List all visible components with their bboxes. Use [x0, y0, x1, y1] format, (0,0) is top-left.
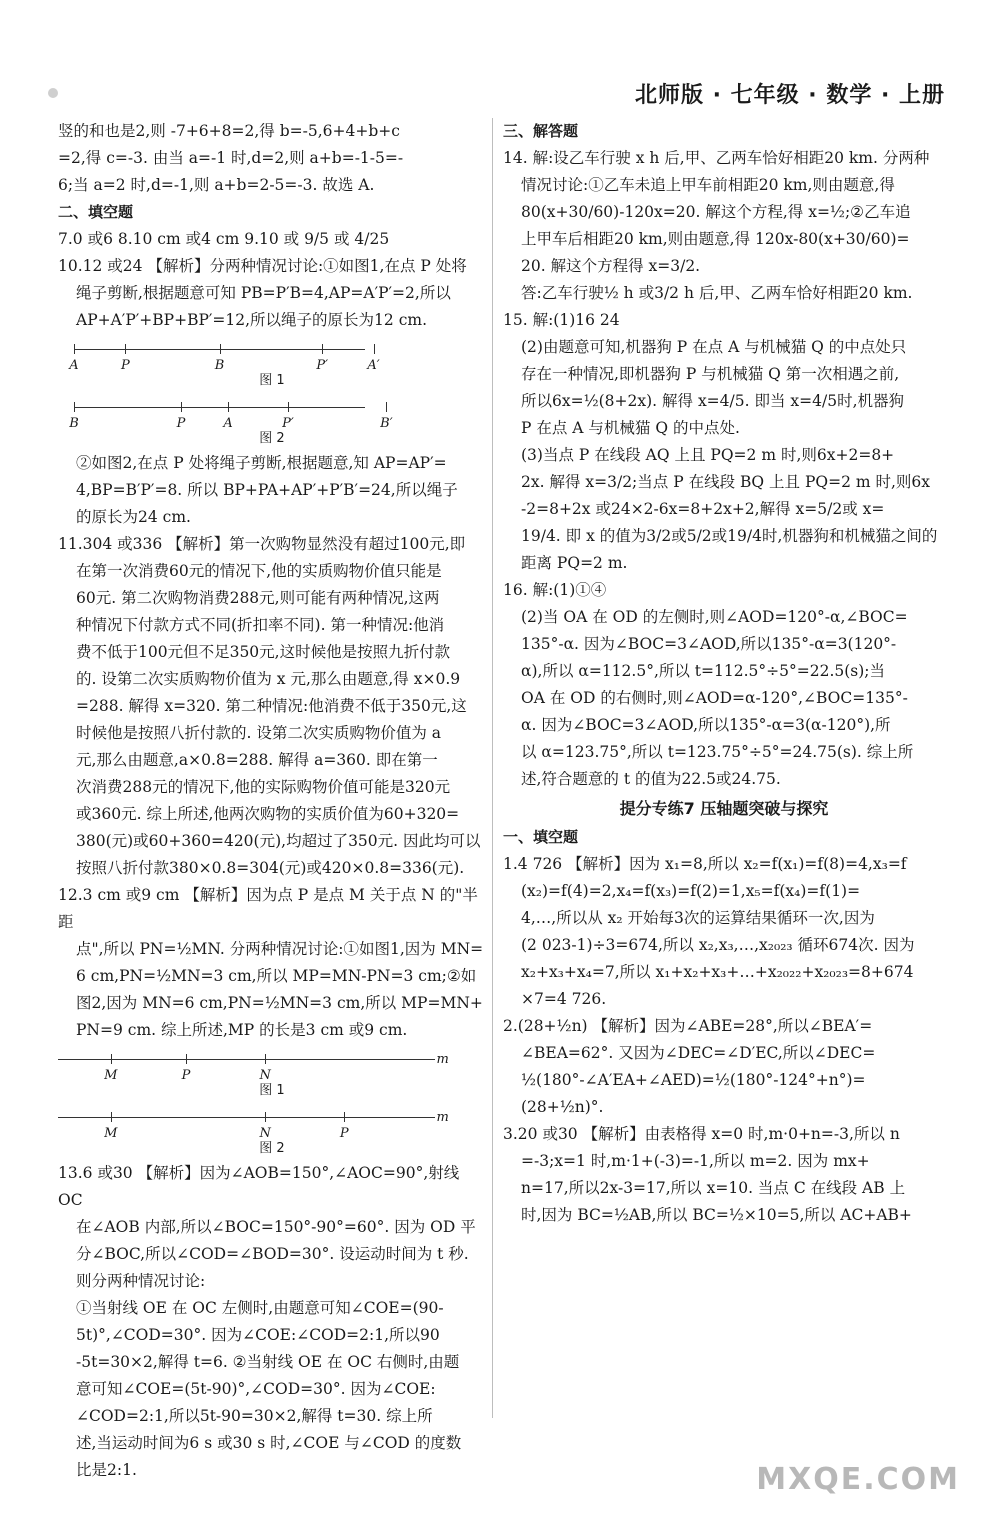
text-line: 存在一种情况,即机器狗 P 与机械猫 Q 第一次相遇之前,: [521, 365, 900, 383]
text-line: 竖的和也是2,则 -7+6+8=2,得 b=-5,6+4+b+c: [58, 122, 400, 140]
text-line: 5t)°,∠COD=30°. 因为∠COE:∠COD=2:1,所以90: [76, 1326, 440, 1344]
text-line: 距离 PQ=2 m.: [521, 554, 628, 572]
text-line: 述,当运动时间为6 s 或30 s 时,∠COE 与∠COD 的度数: [76, 1434, 462, 1452]
point-label: N: [259, 1126, 271, 1141]
segment-figure: [58, 1108, 486, 1141]
text-line: 情况讨论:①乙车未追上甲车前相距20 km,则由题意,得: [521, 176, 895, 194]
text-line: n=17,所以2x-3=17,所以 x=10. 当点 C 在线段 AB 上: [521, 1179, 906, 1197]
segment-line: [58, 1117, 435, 1118]
text-line: 在第一次消费60元的情况下,他的实质购物价值只能是: [76, 562, 442, 580]
text-line: 60元. 第二次购物消费288元,则可能有两种情况,这两: [76, 589, 440, 607]
text-line: 种情况下付款方式不同(折扣率不同). 第一种情况:他消: [76, 616, 445, 634]
text-line: 13.6 或30 【解析】因为∠AOB=150°,∠AOC=90°,射线 OC: [58, 1164, 460, 1209]
figure-caption: 图 1: [259, 1083, 285, 1098]
text-line: 分∠BOC,所以∠COD=∠BOD=30°. 设运动时间为 t 秒.: [76, 1245, 469, 1263]
text-line: 10.12 或24 【解析】分两种情况讨论:①如图1,在点 P 处将: [58, 257, 467, 275]
text-line: 2x. 解得 x=3/2;当点 P 在线段 BQ 上且 PQ=2 m 时,则6x: [521, 473, 931, 491]
text-line: x₂+x₃+x₄=7,所以 x₁+x₂+x₃+…+x₂₀₂₂+x₂₀₂₃=8+674: [521, 963, 914, 981]
text-line: ×7=4 726.: [521, 990, 607, 1008]
text-line: AP+A′P′+BP+BP′=12,所以绳子的原长为12 cm.: [76, 311, 427, 329]
text-line: 4,…,所以从 x₂ 开始每3次的运算结果循环一次,因为: [521, 909, 875, 927]
text-line: =-3;x=1 时,m·1+(-3)=-1,所以 m=2. 因为 mx+: [521, 1152, 870, 1170]
section-heading: 二、填空题: [58, 203, 134, 221]
text-line: 6 cm,PN=½MN=3 cm,所以 MP=MN-PN=3 cm;②如: [76, 967, 477, 985]
text-line: 380(元)或60+360=420(元),均超过了350元. 因此均可以: [76, 832, 481, 850]
right-column: [503, 118, 945, 1229]
text-line: 11.304 或336 【解析】第一次购物显然没有超过100元,即: [58, 535, 466, 553]
figure-caption: 图 2: [259, 431, 285, 446]
point-label: A: [69, 358, 79, 373]
text-line: 时候他是按照八折付款的. 设第二次实质购物价值为 a: [76, 724, 442, 742]
text-line: 在∠AOB 内部,所以∠BOC=150°-90°=60°. 因为 OD 平: [76, 1218, 476, 1236]
text-line: 6;当 a=2 时,d=-1,则 a+b=2-5=-3. 故选 A.: [58, 176, 375, 194]
point-label: m: [436, 1052, 449, 1067]
point-label: B: [69, 416, 79, 431]
point-label: P′: [282, 416, 294, 431]
text-line: 则分两种情况讨论:: [76, 1272, 206, 1290]
text-line: 元,那么由题意,a×0.8=288. 解得 a=360. 即在第一: [76, 751, 438, 769]
text-line: 绳子剪断,根据题意可知 PB=P′B=4,AP=A′P′=2,所以: [76, 284, 451, 302]
point-label: M: [104, 1126, 118, 1141]
text-line: 19/4. 即 x 的值为3/2或5/2或19/4时,机器狗和机械猫之间的: [521, 527, 938, 545]
text-line: PN=9 cm. 综上所述,MP 的长是3 cm 或9 cm.: [76, 1021, 408, 1039]
column-divider: [492, 118, 493, 1418]
book-header: 北师版 · 七年级 · 数学 · 上册: [634, 83, 945, 108]
segment-figure: [58, 398, 486, 431]
point-label: B: [214, 358, 225, 373]
text-line: 按照八折付款380×0.8=304(元)或420×0.8=336(元).: [76, 859, 465, 877]
text-line: 3.20 或30 【解析】由表格得 x=0 时,m·0+n=-3,所以 n: [503, 1125, 900, 1143]
point-label: A: [223, 416, 233, 431]
point-label: P: [181, 1068, 191, 1083]
point-label: M: [104, 1068, 118, 1083]
section-heading: 提分专练7 压轴题突破与探究: [619, 799, 829, 818]
text-line: ∠COD=2:1,所以5t-90=30×2,解得 t=30. 综上所: [76, 1407, 433, 1425]
text-line: 7.0 或6 8.10 cm 或4 cm 9.10 或 9/5 或 4/25: [58, 230, 390, 248]
text-line: ½(180°-∠A′EA+∠AED)=½(180°-124°+n°)=: [521, 1071, 866, 1089]
text-line: 所以6x=½(8+2x). 解得 x=4/5. 即当 x=4/5时,机器狗: [521, 392, 904, 410]
text-line: (3)当点 P 在线段 AQ 上且 PQ=2 m 时,则6x+2=8+: [521, 446, 895, 464]
text-line: α),所以 α=112.5°,所以 t=112.5°÷5°=22.5(s);当: [521, 662, 886, 680]
segment-line: [74, 407, 365, 408]
page-corner-dot: [48, 88, 58, 98]
text-line: (x₂)=f(4)=2,x₄=f(x₃)=f(2)=1,x₅=f(x₄)=f(1)=: [521, 882, 861, 900]
point-label: P: [176, 416, 186, 431]
text-line: 或360元. 综上所述,他两次购物的实质价值为60+320=: [76, 805, 460, 823]
text-line: 次消费288元的情况下,他的实际购物价值可能是320元: [76, 778, 451, 796]
text-line: 以 α=123.75°,所以 t=123.75°÷5°=24.75(s). 综上所: [521, 743, 914, 761]
point-label: B′: [380, 416, 393, 431]
text-line: (28+½n)°.: [521, 1098, 604, 1116]
segment-figure: [58, 1050, 486, 1083]
text-line: 135°-α. 因为∠BOC=3∠AOD,所以135°-α=3(120°-: [521, 635, 897, 653]
left-column: [58, 118, 486, 1484]
text-line: 述,符合题意的 t 的值为22.5或24.75.: [521, 770, 781, 788]
text-line: OA 在 OD 的右侧时,则∠AOD=α-120°,∠BOC=135°-: [521, 689, 908, 707]
text-line: -5t=30×2,解得 t=6. ②当射线 OE 在 OC 右侧时,由题: [76, 1353, 460, 1371]
text-line: ①当射线 OE 在 OC 左侧时,由题意可知∠COE=(90-: [76, 1299, 444, 1317]
figure-caption: 图 2: [259, 1141, 285, 1156]
text-line: 点",所以 PN=½MN. 分两种情况讨论:①如图1,因为 MN=: [76, 940, 484, 958]
section-heading: 三、解答题: [503, 122, 579, 140]
text-line: 意可知∠COE=(5t-90)°,∠COD=30°. 因为∠COE:: [76, 1380, 436, 1398]
text-line: -2=8+2x 或24×2-6x=8+2x+2,解得 x=5/2或 x=: [521, 500, 885, 518]
point-label: P: [339, 1126, 349, 1141]
point-label: P′: [316, 358, 329, 373]
text-line: 14. 解:设乙车行驶 x h 后,甲、乙两车恰好相距20 km. 分两种: [503, 149, 930, 167]
text-line: (2)由题意可知,机器狗 P 在点 A 与机械猫 Q 的中点处只: [521, 338, 907, 356]
text-line: =288. 解得 x=320. 第二种情况:他消费不低于350元,这: [76, 697, 467, 715]
text-line: =2,得 c=-3. 由当 a=-1 时,d=2,则 a+b=-1-5=-: [58, 149, 404, 167]
text-line: ∠BEA=62°. 又因为∠DEC=∠D′EC,所以∠DEC=: [521, 1044, 876, 1062]
text-line: 费不低于100元但不足350元,这时候他是按照九折付款: [76, 643, 451, 661]
text-line: 16. 解:(1)①④: [503, 581, 607, 599]
point-label: P: [120, 358, 130, 373]
text-line: 上甲车后相距20 km,则由题意,得 120x-80(x+30/60)=: [521, 230, 910, 248]
text-line: 时,因为 BC=½AB,所以 BC=½×10=5,所以 AC+AB+: [521, 1206, 912, 1224]
text-line: α. 因为∠BOC=3∠AOD,所以135°-α=3(α-120°),所: [521, 716, 891, 734]
text-line: ②如图2,在点 P 处将绳子剪断,根据题意,知 AP=AP′=: [76, 454, 447, 472]
text-line: 的. 设第二次实质购物价值为 x 元,那么由题意,得 x×0.9: [76, 670, 461, 688]
watermark: MXQE.COM: [756, 1462, 960, 1497]
text-line: 答:乙车行驶½ h 或3/2 h 后,甲、乙两车恰好相距20 km.: [521, 284, 913, 302]
text-line: 2.(28+½n) 【解析】因为∠ABE=28°,所以∠BEA′=: [503, 1017, 873, 1035]
point-label: m: [436, 1110, 449, 1125]
text-line: 图2,因为 MN=6 cm,PN=½MN=3 cm,所以 MP=MN+: [76, 994, 483, 1012]
text-line: 比是2:1.: [76, 1461, 137, 1479]
segment-line: [58, 1059, 435, 1060]
text-line: P 在点 A 与机械猫 Q 的中点处.: [521, 419, 740, 437]
text-line: 4,BP=B′P′=8. 所以 BP+PA+AP′+P′B′=24,所以绳子: [76, 481, 458, 499]
text-line: 80(x+30/60)-120x=20. 解这个方程,得 x=½;②乙车追: [521, 203, 911, 221]
figure-caption: 图 1: [259, 373, 285, 388]
text-line: 12.3 cm 或9 cm 【解析】因为点 P 是点 M 关于点 N 的"半距: [58, 886, 478, 931]
text-line: 1.4 726 【解析】因为 x₁=8,所以 x₂=f(x₁)=f(8)=4,x₃=f: [503, 855, 907, 873]
text-line: 15. 解:(1)16 24: [503, 311, 620, 329]
text-line: 20. 解这个方程得 x=3/2.: [521, 257, 701, 275]
text-line: 的原长为24 cm.: [76, 508, 191, 526]
text-line: (2)当 OA 在 OD 的左侧时,则∠AOD=120°-α,∠BOC=: [521, 608, 908, 626]
text-line: (2 023-1)÷3=674,所以 x₂,x₃,…,x₂₀₂₃ 循环674次. 因为: [521, 936, 915, 954]
section-heading: 一、填空题: [503, 828, 579, 846]
point-label: N: [259, 1068, 271, 1083]
segment-figure: [58, 340, 486, 373]
point-label: A′: [367, 358, 380, 373]
